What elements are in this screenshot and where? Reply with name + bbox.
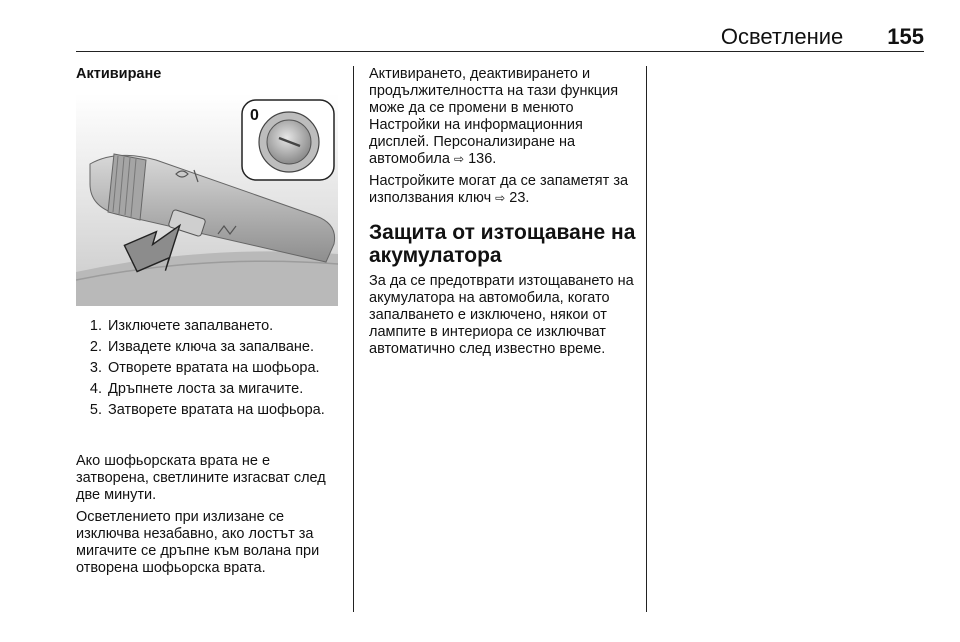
paragraph: Ако шофьорската врата не е затворена, светлините изгасват след две минути.: [76, 453, 326, 503]
ignition-position-label: 0: [250, 107, 259, 124]
activation-subheading: Активиране: [76, 66, 162, 82]
left-body-text: [76, 453, 338, 582]
page-number: 155: [887, 24, 924, 49]
list-item: 5. Затворете вратата на шофьора.: [89, 402, 325, 418]
list-item: 4. Дръпнете лоста за мигачите.: [89, 381, 304, 397]
column-divider-right: [646, 66, 647, 612]
paragraph: За да се предотврати изтощаването на акумулатора на автомобила, когато запалването е изключено, някои от лампите в интериора се изключват автоматично след известно време.: [369, 273, 634, 357]
paragraph: Настройките могат да се запаметят за използвания ключ ⇨ 23.: [369, 173, 629, 206]
page-reference[interactable]: 136.: [468, 151, 497, 167]
list-item: 1. Изключете запалването.: [89, 318, 274, 334]
list-item: 3. Отворете вратата на шофьора.: [89, 360, 320, 376]
page-reference[interactable]: 23.: [509, 190, 530, 206]
middle-column: [369, 66, 637, 363]
list-item: 2. Извадете ключа за запалване.: [89, 339, 314, 355]
page-reference-arrow-icon: ⇨: [454, 152, 465, 166]
header-rule: [76, 51, 924, 52]
page-reference-arrow-icon: ⇨: [495, 191, 506, 205]
steps-list: [76, 318, 338, 423]
turn-signal-lever-illustration: [76, 94, 338, 306]
section-heading: Защита от изтощаване на акумулатора: [369, 221, 636, 267]
paragraph: Осветлението при излизане се изключва незабавно, ако лостът за мигачите се дръпне към волана при отворена шофьорска врата.: [76, 509, 320, 576]
column-divider-left: [353, 66, 354, 612]
left-column: [76, 66, 338, 83]
section-title: Осветление: [720, 24, 844, 49]
page-header: [721, 24, 924, 52]
paragraph: Активирането, деактивирането и продължителността на тази функция може да се промени в менюто Настройки на информационния дисплей. Персонализиране на автомобила ⇨ 136.: [369, 66, 619, 167]
